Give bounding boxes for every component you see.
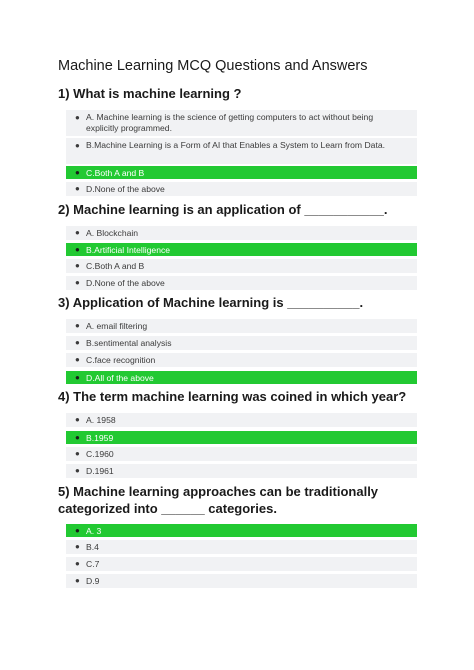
bullet-icon: ●	[75, 245, 80, 254]
option-label: A. 3	[86, 526, 102, 536]
bullet-icon: ●	[75, 373, 80, 382]
bullet-icon: ●	[75, 141, 80, 150]
bullet-icon: ●	[75, 321, 80, 330]
option-label: D.All of the above	[86, 373, 154, 383]
option-4c[interactable]	[66, 447, 417, 461]
option-5b[interactable]	[66, 540, 417, 554]
option-label: B.4	[86, 542, 99, 552]
question-3: 3) Application of Machine learning is __________.	[58, 295, 364, 310]
option-3b[interactable]	[66, 336, 417, 350]
option-label: A. 1958	[86, 415, 116, 425]
option-3d[interactable]	[66, 371, 417, 384]
bullet-icon: ●	[75, 168, 80, 177]
option-4d[interactable]	[66, 464, 417, 478]
option-label: B.sentimental analysis	[86, 338, 172, 348]
bullet-icon: ●	[75, 338, 80, 347]
option-5c[interactable]	[66, 557, 417, 571]
bullet-icon: ●	[75, 228, 80, 237]
bullet-icon: ●	[75, 466, 80, 475]
option-label: C.Both A and B	[86, 261, 145, 271]
option-2d[interactable]	[66, 276, 417, 290]
option-2b[interactable]	[66, 243, 417, 256]
question-5: 5) Machine learning approaches can be traditionally categorized into ______ categories.	[58, 484, 379, 516]
bullet-icon: ●	[75, 526, 80, 535]
question-1: 1) What is machine learning ?	[58, 86, 242, 101]
option-5a[interactable]	[66, 524, 417, 537]
option-label: C.Both A and B	[86, 168, 145, 178]
option-4a[interactable]	[66, 413, 417, 427]
option-2c[interactable]	[66, 259, 417, 273]
bullet-icon: ●	[75, 449, 80, 458]
bullet-icon: ●	[75, 433, 80, 442]
question-4: 4) The term machine learning was coined in which year?	[58, 389, 407, 404]
bullet-icon: ●	[75, 261, 80, 270]
option-label: C.7	[86, 559, 100, 569]
option-3c[interactable]	[66, 353, 417, 367]
bullet-icon: ●	[75, 184, 80, 193]
option-3a[interactable]	[66, 319, 417, 333]
option-label: D.1961	[86, 466, 114, 476]
page-title: Machine Learning MCQ Questions and Answers	[58, 58, 368, 74]
option-4b[interactable]	[66, 431, 417, 444]
option-label: C.face recognition	[86, 355, 156, 365]
bullet-icon: ●	[75, 278, 80, 287]
bullet-icon: ●	[75, 355, 80, 364]
option-5d[interactable]	[66, 574, 417, 588]
option-label: C.1960	[86, 449, 114, 459]
question-2: 2) Machine learning is an application of ___________.	[58, 202, 388, 217]
option-2a[interactable]	[66, 226, 417, 240]
option-label: B.Artificial Intelligence	[86, 245, 171, 255]
bullet-icon: ●	[75, 542, 80, 551]
bullet-icon: ●	[75, 559, 80, 568]
option-label: A. Blockchain	[86, 228, 139, 238]
option-1a[interactable]	[66, 110, 417, 136]
bullet-icon: ●	[75, 113, 80, 122]
bullet-icon: ●	[75, 415, 80, 424]
option-label: B.Machine Learning is a Form of AI that Enables a System to Learn from Data.	[86, 140, 386, 150]
option-1b[interactable]	[66, 138, 417, 164]
option-label: A. Machine learning is the science of getting computers to act without being explicitly programmed.	[86, 112, 374, 133]
option-1d[interactable]	[66, 182, 417, 196]
option-label: D.None of the above	[86, 278, 165, 288]
option-1c[interactable]	[66, 166, 417, 179]
option-label: A. email filtering	[86, 321, 148, 331]
option-label: D.None of the above	[86, 184, 165, 194]
option-label: D.9	[86, 576, 100, 586]
bullet-icon: ●	[75, 576, 80, 585]
option-label: B.1959	[86, 433, 114, 443]
